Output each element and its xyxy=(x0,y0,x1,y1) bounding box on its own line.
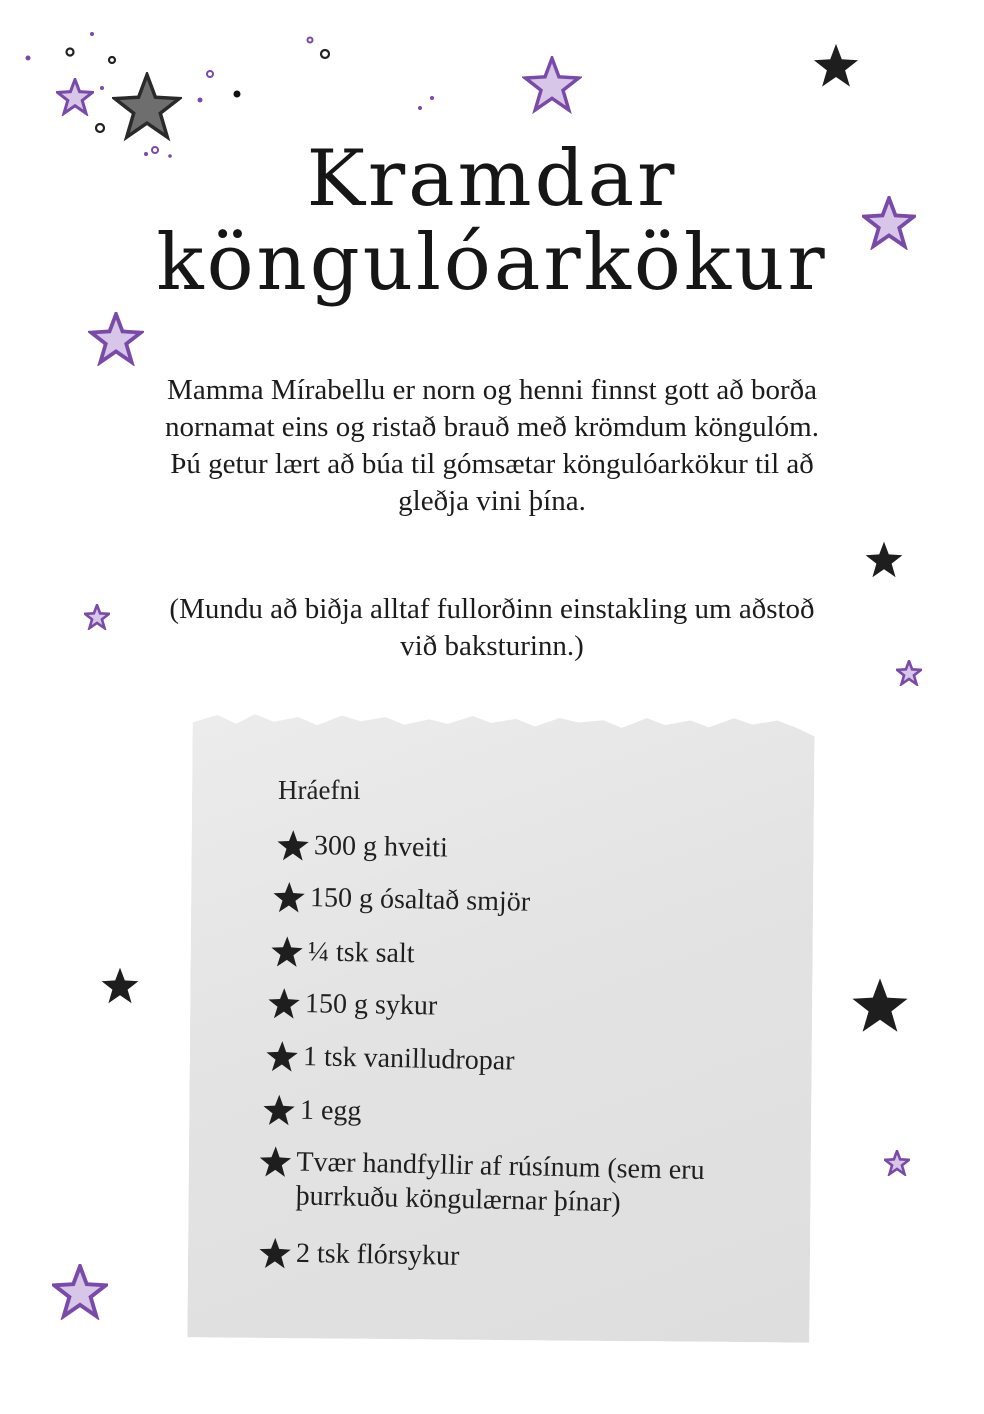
ingredient-item xyxy=(265,1039,515,1078)
purple-star-icon xyxy=(52,1264,108,1320)
title-line-2: köngulóarkökur xyxy=(156,218,828,308)
black-star-icon xyxy=(100,966,140,1006)
ingredient-text: 150 g ósaltað smjör xyxy=(309,882,531,918)
black-star-icon xyxy=(864,540,904,580)
intro-paragraph: Mamma Mírabellu er norn og henni finnst gott að borða nornamat eins og ristað brauð með krömdum köngulóm. Þú getur lært að búa til gómsætar köngulóarkökur til að gleðja vini þína. xyxy=(164,374,819,517)
star-bullet-icon xyxy=(258,1236,293,1271)
ingredient-text: 1 egg xyxy=(299,1094,362,1127)
ingredient-text: ¼ tsk salt xyxy=(307,936,415,970)
ingredient-text: 150 g sykur xyxy=(304,988,438,1022)
star-bullet-icon xyxy=(262,1093,297,1128)
ingredient-item xyxy=(257,1145,766,1224)
page-title xyxy=(0,134,984,308)
star-bullet-icon xyxy=(267,987,302,1022)
ingredients-heading: Hráefni xyxy=(278,775,361,805)
purple-star-icon xyxy=(884,1150,910,1176)
star-bullet-icon xyxy=(272,880,307,915)
ingredient-item xyxy=(262,1093,362,1129)
purple-star-icon xyxy=(88,312,144,366)
ingredient-item xyxy=(270,935,415,972)
star-bullet-icon xyxy=(265,1039,300,1074)
ingredient-text: 300 g hveiti xyxy=(313,830,449,864)
ingredient-item xyxy=(258,1236,460,1274)
star-bullet-icon xyxy=(270,935,305,970)
ingredient-item xyxy=(267,987,438,1024)
star-bullet-icon xyxy=(276,829,311,864)
purple-star-icon xyxy=(84,604,110,630)
ingredient-item xyxy=(276,829,448,866)
black-star-icon xyxy=(850,976,910,1036)
ingredient-text: 1 tsk vanilludropar xyxy=(302,1041,515,1077)
star-bullet-icon xyxy=(258,1145,293,1180)
ingredient-item xyxy=(272,880,531,919)
ingredient-text: 2 tsk flórsykur xyxy=(295,1237,460,1272)
ingredient-text: Tvær handfyllir af rúsínum (sem eru þurrkuðu köngulærnar þínar) xyxy=(295,1146,705,1219)
purple-star-icon xyxy=(896,660,922,686)
safety-note: (Mundu að biðja alltaf fullorðinn einstakling um aðstoð við baksturinn.) xyxy=(169,593,815,662)
title-line-1: Kramdar xyxy=(306,134,678,224)
